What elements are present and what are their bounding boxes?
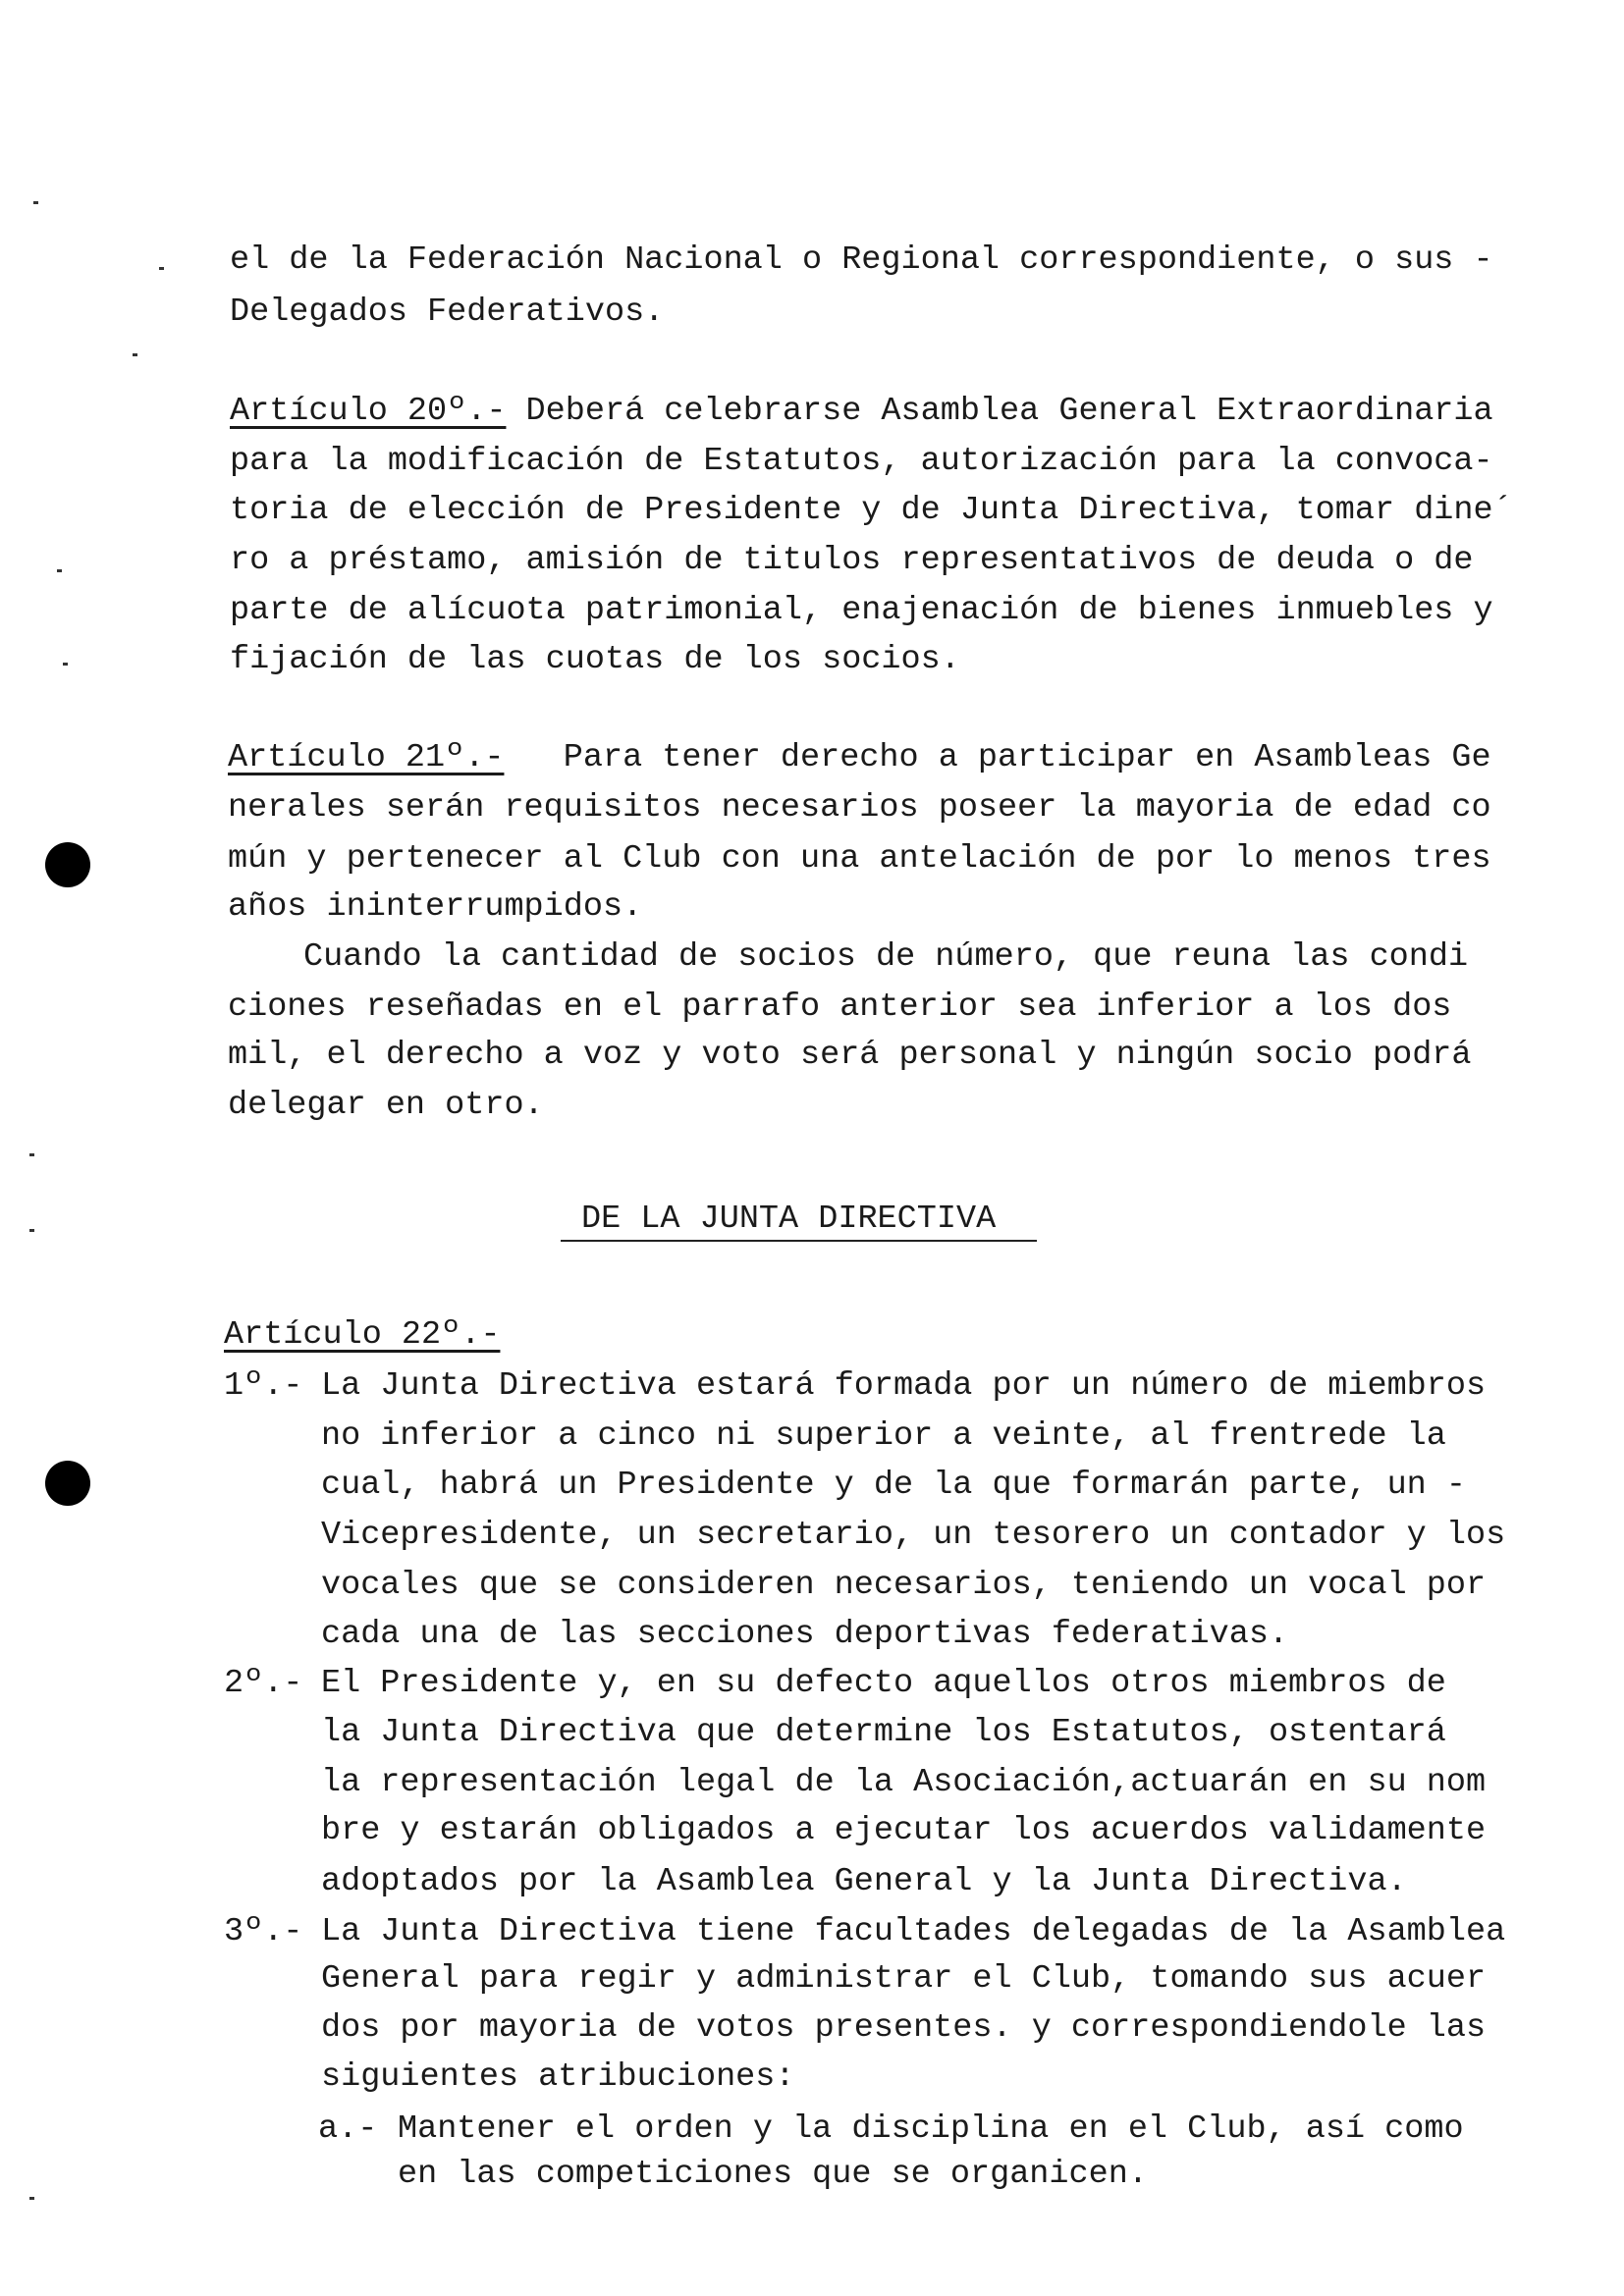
text-line: Vicepresidente, un secretario, un tesorero un contador y los: [321, 1517, 1506, 1554]
text-line: la representación legal de la Asociación,actuarán en su nom: [321, 1764, 1487, 1801]
punch-hole-top: [45, 842, 90, 887]
item-number: 3º.-: [224, 1913, 303, 1950]
text-line: la Junta Directiva que determine los Estatutos, ostentará: [321, 1714, 1446, 1751]
section-heading: DE LA JUNTA DIRECTIVA: [581, 1201, 997, 1238]
text-line: El Presidente y, en su defecto aquellos otros miembros de: [321, 1665, 1446, 1702]
text-line: La Junta Directiva tiene facultades delegadas de la Asamblea: [321, 1913, 1506, 1950]
text-line: dos por mayoria de votos presentes. y correspondiendole las: [321, 2009, 1487, 2047]
text-line: Mantener el orden y la disciplina en el Club, así como: [398, 2110, 1464, 2148]
article-20-label: Artículo 20º.-: [230, 393, 507, 430]
margin-mark: [29, 1229, 34, 1232]
punch-hole-bottom: [45, 1461, 90, 1506]
section-heading-underline: [561, 1240, 1037, 1242]
margin-mark: [29, 1153, 34, 1156]
text-line: bre y estarán obligados a ejecutar los acuerdos validamente: [321, 1812, 1487, 1849]
text-line: vocales que se consideren necesarios, teniendo un vocal por: [321, 1567, 1487, 1604]
text-line: La Junta Directiva estará formada por un número de miembros: [321, 1367, 1487, 1405]
text-line: Para tener derecho a participar en Asambleas Ge: [504, 739, 1491, 776]
text-line: toria de elección de Presidente y de Junta Directiva, tomar dine´: [230, 492, 1513, 529]
text-line: mil, el derecho a voz y voto será personal y ningún socio podrá: [228, 1037, 1472, 1074]
text-line: cual, habrá un Presidente y de la que formarán parte, un -: [321, 1467, 1466, 1504]
text-line: General para regir y administrar el Club, tomando sus acuer: [321, 1960, 1487, 1998]
text-line: mún y pertenecer al Club con una antelación de por lo menos tres: [228, 840, 1491, 878]
text-line: siguientes atribuciones:: [321, 2058, 795, 2096]
article-21-line: [228, 738, 1491, 777]
margin-mark: [133, 353, 137, 356]
margin-mark: [29, 2197, 34, 2200]
text-line: adoptados por la Asamblea General y la Junta Directiva.: [321, 1863, 1407, 1900]
margin-mark: [63, 663, 68, 666]
text-line: en las competiciones que se organicen.: [398, 2156, 1148, 2193]
article-20-line: [230, 392, 1493, 431]
text-line: años ininterrumpidos.: [228, 888, 643, 926]
article-21-label: Artículo 21º.-: [228, 739, 505, 776]
text-line: ro a préstamo, amisión de titulos representativos de deuda o de: [230, 542, 1474, 579]
text-line: el de la Federación Nacional o Regional correspondiente, o sus -: [230, 241, 1493, 279]
article-22-label: Artículo 22º.-: [224, 1316, 501, 1354]
margin-mark: [33, 201, 38, 204]
text-line: delegar en otro.: [228, 1087, 544, 1124]
margin-mark: [57, 569, 62, 572]
margin-mark: [159, 267, 164, 270]
text-line: cada una de las secciones deportivas federativas.: [321, 1616, 1289, 1653]
text-line: nerales serán requisitos necesarios poseer la mayoria de edad co: [228, 789, 1491, 827]
text-line: parte de alícuota patrimonial, enajenación de bienes inmuebles y: [230, 592, 1493, 629]
item-number: 2º.-: [224, 1665, 303, 1702]
text-line: Delegados Federativos.: [230, 294, 665, 331]
text-line: no inferior a cinco ni superior a veinte, al frentrede la: [321, 1417, 1446, 1455]
text-line: fijación de las cuotas de los socios.: [230, 641, 960, 678]
text-line: Cuando la cantidad de socios de número, que reuna las condi: [303, 938, 1469, 976]
text-line: ciones reseñadas en el parrafo anterior sea inferior a los dos: [228, 988, 1452, 1026]
text-line: para la modificación de Estatutos, autorización para la convoca-: [230, 443, 1493, 480]
item-number: 1º.-: [224, 1367, 303, 1405]
text-line: Deberá celebrarse Asamblea General Extraordinaria: [506, 393, 1493, 430]
subitem-letter: a.-: [318, 2110, 378, 2148]
